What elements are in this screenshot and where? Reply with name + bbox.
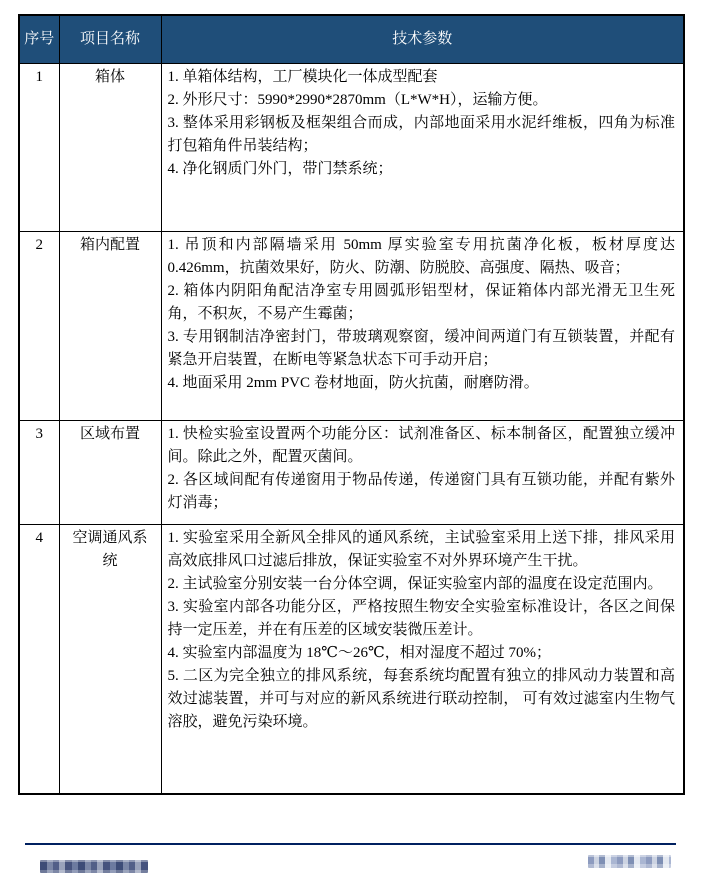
tech-params-cell [161,420,684,524]
param-line: 2. 箱体内阴阳角配洁净室专用圆弧形铝型材，保证箱体内部光滑无卫生死角，不积灰，不易产生霉菌； [167,282,675,322]
table-row [19,524,684,794]
param-line: 1. 实验室采用全新风全排风的通风系统，主试验室采用上送下排，排风采用高效底排风口过滤后排放，保证实验室不对外界环境产生干扰。 [167,529,675,569]
row-number-cell: 2 [19,231,59,420]
item-name-cell: 区域布置 [59,420,161,524]
item-name-cell: 空调通风系统 [59,524,161,794]
table-row [19,231,684,420]
column-header-params: 技术参数 [161,15,684,63]
footer-redacted-text-left [40,860,148,873]
row-number-cell: 1 [19,63,59,231]
param-line: 4. 净化钢质门外门，带门禁系统； [167,160,393,177]
column-header-no: 序号 [19,15,59,63]
tech-params-cell [161,63,684,231]
param-line: 2. 主试验室分别安装一台分体空调，保证实验室内部的温度在设定范围内。 [167,575,663,592]
column-header-name: 项目名称 [59,15,161,63]
param-line: 2. 各区域间配有传递窗用于物品传递，传递窗门具有互锁功能，并配有紫外灯消毒； [167,471,675,511]
item-name-cell: 箱内配置 [59,231,161,420]
footer-redacted-text-right [588,855,671,868]
table-row [19,63,684,231]
table-row [19,420,684,524]
footer-divider [25,843,676,845]
param-line: 4. 实验室内部温度为 18℃～26℃，相对湿度不超过 70%； [167,644,552,661]
table-header-row [19,15,684,63]
row-number-cell: 4 [19,524,59,794]
param-line: 2. 外形尺寸：5990*2990*2870mm（L*W*H），运输方便。 [167,91,548,108]
param-line: 1. 吊顶和内部隔墙采用 50mm 厚实验室专用抗菌净化板，板材厚度达 0.426mm，抗菌效果好，防火、防潮、防脱胶、高强度、隔热、吸音； [167,236,675,276]
row-number-cell: 3 [19,420,59,524]
item-name-cell: 箱体 [59,63,161,231]
tech-params-cell [161,231,684,420]
param-line: 4. 地面采用 2mm PVC 卷材地面，防火抗菌，耐磨防滑。 [167,374,539,391]
param-line: 5. 二区为完全独立的排风系统，每套系统均配置有独立的排风动力装置和高效过滤装置，并可与对应的新风系统进行联动控制， 可有效过滤室内生物气溶胶，避免污染环境。 [167,667,675,730]
param-line: 3. 专用钢制洁净密封门，带玻璃观察窗，缓冲间两道门有互锁装置，并配有紧急开启装置，在断电等紧急状态下可手动开启； [167,328,675,368]
spec-table [18,14,685,795]
param-line: 1. 快检实验室设置两个功能分区：试剂准备区、标本制备区，配置独立缓冲间。除此之外，配置灭菌间。 [167,425,675,465]
param-line: 1. 单箱体结构，工厂模块化一体成型配套 [167,68,438,85]
tech-params-cell [161,524,684,794]
param-line: 3. 整体采用彩钢板及框架组合而成，内部地面采用水泥纤维板，四角为标准打包箱角件吊装结构； [167,114,675,154]
param-line: 3. 实验室内部各功能分区，严格按照生物安全实验室标准设计，各区之间保持一定压差，并在有压差的区域安装微压差计。 [167,598,675,638]
